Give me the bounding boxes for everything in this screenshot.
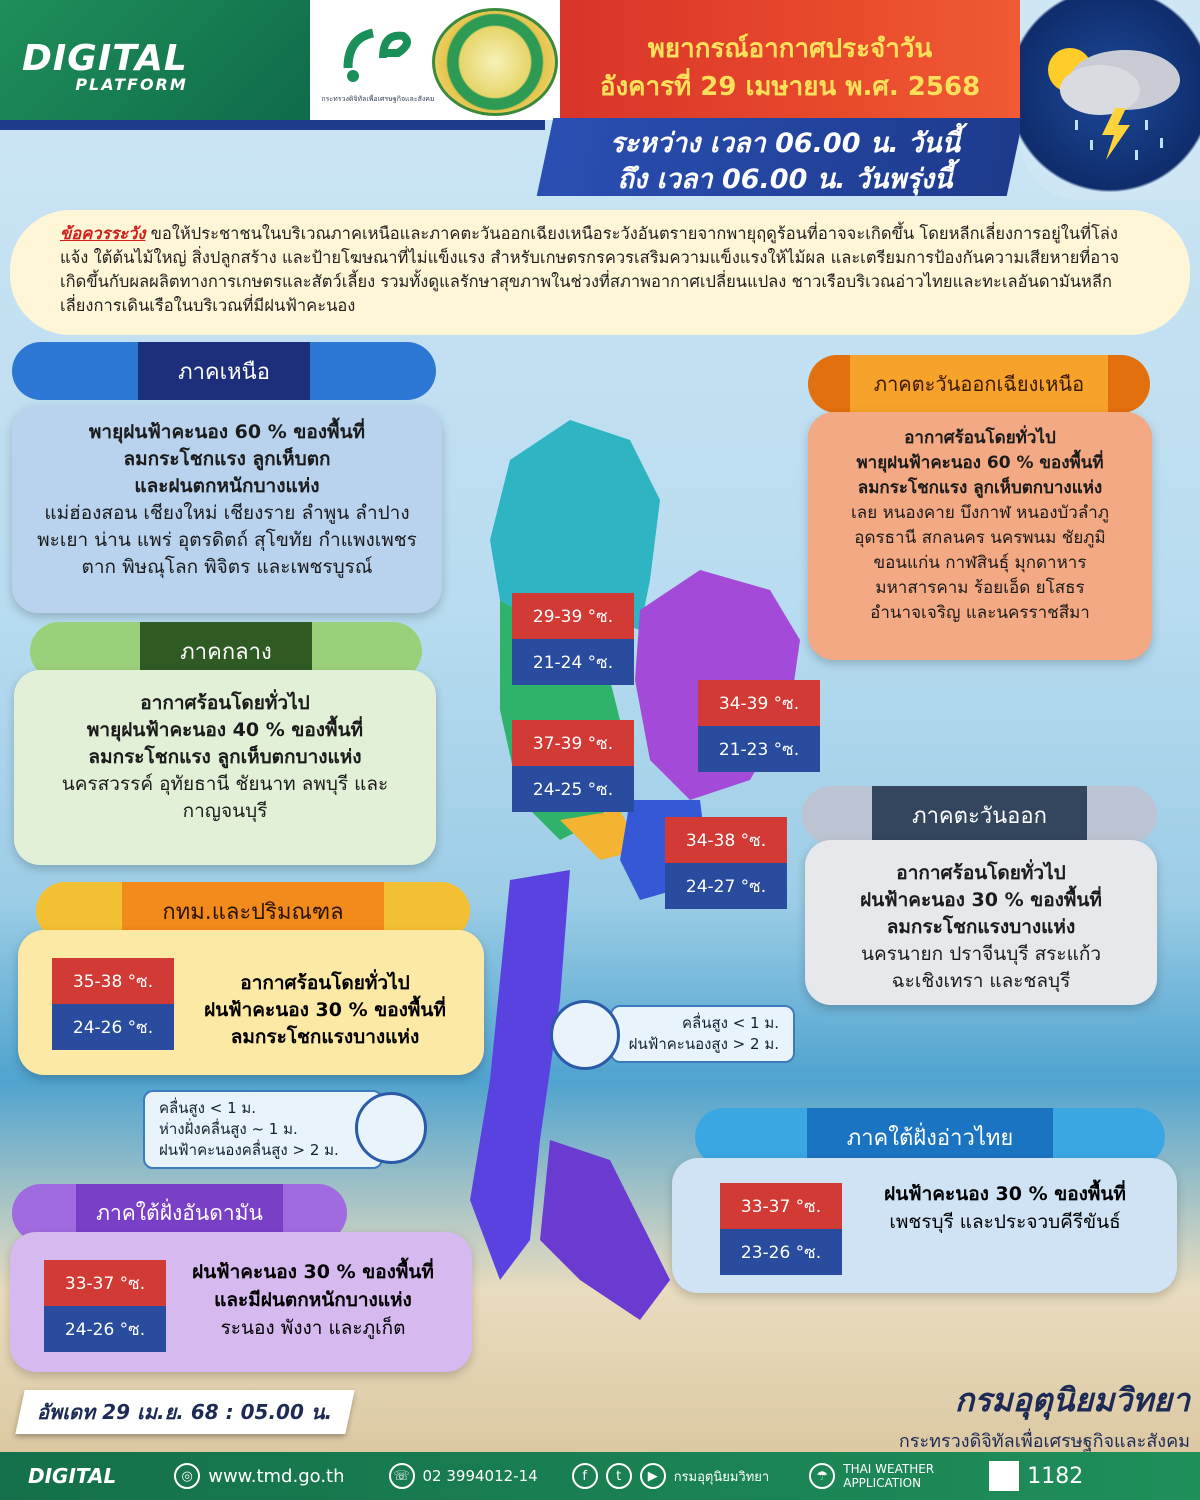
north-temp-low: 21-24 °ซ. (512, 639, 634, 685)
east-temp-low: 24-27 °ซ. (665, 863, 787, 909)
northeast-temp-high: 34-39 °ซ. (698, 680, 820, 726)
ship-icon (550, 1000, 620, 1070)
north-areas: แม่ฮ่องสอน เชียงใหม่ เชียงราย ลำพูน ลำปาง พะเยา น่าน แพร่ อุตรดิตถ์ สุโขทัย กำแพงเพชร ตาก พิษณุโลก พิจิตร และเพชรบูรณ์ (37, 502, 417, 578)
north-line-3: และฝนตกหนักบางแห่ง (134, 475, 320, 497)
social-text: กรมอุตุนิยมวิทยา (673, 1469, 770, 1485)
andaman-sea-conditions (143, 1090, 383, 1169)
bangkok-title: กทม.และปริมณฑล (122, 882, 383, 940)
gulf-line-1: ฝนฟ้าคะนอง 30 % ของพื้นที่ (884, 1183, 1126, 1205)
facebook-icon[interactable]: f (572, 1463, 598, 1489)
north-temp-high: 29-39 °ซ. (512, 593, 634, 639)
andaman-line-1: ฝนฟ้าคะนอง 30 % ของพื้นที่ (192, 1261, 434, 1283)
northeast-temp-low: 21-23 °ซ. (698, 726, 820, 772)
globe-icon: ◎ (174, 1463, 200, 1489)
central-temperature (512, 720, 634, 812)
gulf-wave-line-1: คลื่นสูง < 1 ม. (681, 1014, 779, 1032)
org-name: กรมอุตุนิยมวิทยา (954, 1381, 1190, 1419)
andaman-line-2: และมีฝนตกหนักบางแห่ง (214, 1289, 412, 1311)
header-divider (0, 120, 545, 130)
brand-subtext: PLATFORM (75, 75, 188, 94)
east-temperature (665, 817, 787, 909)
northeast-forecast-box (808, 412, 1152, 660)
bangkok-temperature (52, 958, 174, 1050)
northeast-line-1: อากาศร้อนโดยทั่วไป (904, 428, 1056, 448)
footer-bar (0, 1452, 1200, 1500)
forecast-period (575, 126, 995, 198)
andaman-areas: ระนอง พังงา และภูเก็ต (220, 1317, 406, 1339)
twitter-icon[interactable]: t (606, 1463, 632, 1489)
bangkok-temp-low: 24-26 °ซ. (52, 1004, 174, 1050)
youtube-icon[interactable]: ▶ (640, 1463, 666, 1489)
east-temp-high: 34-38 °ซ. (665, 817, 787, 863)
phone-link[interactable] (389, 1463, 538, 1489)
andaman-temp-low: 24-26 °ซ. (44, 1306, 166, 1352)
gulf-temperature (720, 1183, 842, 1275)
gulf-sea-conditions (610, 1005, 795, 1063)
hotline (989, 1461, 1083, 1491)
andaman-temperature (44, 1260, 166, 1352)
central-title: ภาคกลาง (140, 622, 311, 680)
east-line-3: ลมกระโชกแรงบางแห่ง (886, 916, 1076, 938)
website-link[interactable] (174, 1463, 344, 1489)
app-link[interactable] (809, 1462, 953, 1490)
caution-text: ขอให้ประชาชนในบริเวณภาคเหนือและภาคตะวันออกเฉียงเหนือระวังอันตรายจากพายุฤดูร้อนที่อาจจะเกิดขึ้น โดยหลีกเลี่ยงการอยู่ในที่โล่งแจ้ง ใต้ต้นไม้ใหญ่ สิ่งปลูกสร้าง และป้ายโฆษณาที่ไม่แข็งแรง สำหรับเกษตรกรควรเสริมความแข็งแรงให้ไม้ผล และเตรียมการป้องกันความเสียหายที่อาจเกิดขึ้นกับผลผลิตทางการเกษตรและสัตว์เลี้ยง รวมทั้งดูแลรักษาสุขภาพในช่วงที่สภาพอากาศเปลี่ยนแปลง ชาวเรือบริเวณอ่าวไทยและทะเลอันดามันหลีกเลี่ยงการเดินเรือในบริเวณที่มีฝนฟ้าคะนอง (60, 224, 1120, 315)
de-ministry-logo (338, 18, 418, 88)
caution-label: ข้อควรระวัง (60, 224, 146, 243)
north-title-bar (12, 342, 436, 400)
andaman-wave-line-1: คลื่นสูง < 1 ม. (159, 1099, 257, 1117)
andaman-temp-high: 33-37 °ซ. (44, 1260, 166, 1306)
website-text: www.tmd.go.th (208, 1465, 345, 1487)
central-temp-low: 24-25 °ซ. (512, 766, 634, 812)
ministry-caption: กระทรวงดิจิทัลเพื่อเศรษฐกิจและสังคม (321, 95, 435, 103)
organization-signature (820, 1375, 1190, 1455)
northeast-temperature (698, 680, 820, 772)
north-line-1: พายุฝนฟ้าคะนอง 60 % ของพื้นที่ (88, 421, 366, 443)
central-forecast-box (14, 670, 436, 865)
andaman-title: ภาคใต้ฝั่งอันดามัน (76, 1184, 283, 1242)
phone-icon: ☏ (389, 1463, 415, 1489)
qr-code-icon (989, 1461, 1019, 1491)
northeast-title: ภาคตะวันออกเฉียงเหนือ (850, 355, 1108, 413)
gulf-wave-line-2: ฝนฟ้าคะนองสูง > 2 ม. (628, 1035, 779, 1053)
gulf-forecast-text (860, 1180, 1150, 1236)
north-line-2: ลมกระโชกแรง ลูกเห็บตก (123, 448, 331, 470)
bangkok-line-3: ลมกระโชกแรงบางแห่ง (230, 1026, 420, 1048)
brand-text: DIGITAL (22, 38, 188, 79)
phone-text: 02 3994012-14 (422, 1467, 538, 1485)
andaman-forecast-text (168, 1258, 458, 1342)
east-forecast-box (805, 840, 1157, 1005)
title-line-1: พยากรณ์อากาศประจำวัน (647, 34, 933, 64)
bangkok-line-1: อากาศร้อนโดยทั่วไป (240, 972, 410, 994)
gulf-areas: เพชรบุรี และประจวบคีรีขันธ์ (889, 1211, 1121, 1233)
east-title: ภาคตะวันออก (872, 786, 1087, 844)
app-text: THAI WEATHER APPLICATION (843, 1462, 935, 1490)
north-forecast-box (12, 405, 442, 613)
gulf-temp-low: 23-26 °ซ. (720, 1229, 842, 1275)
east-title-bar (802, 786, 1157, 844)
social-links[interactable] (572, 1463, 770, 1489)
andaman-wave-line-3: ฝนฟ้าคะนองคลื่นสูง > 2 ม. (159, 1141, 339, 1159)
digital-platform-logo (22, 38, 188, 94)
central-line-3: ลมกระโชกแรง ลูกเห็บตกบางแห่ง (88, 746, 362, 768)
bangkok-temp-high: 35-38 °ซ. (52, 958, 174, 1004)
period-line-2: ถึง เวลา 06.00 น. วันพรุ่งนี้ (617, 164, 953, 195)
north-title: ภาคเหนือ (138, 342, 310, 400)
bangkok-line-2: ฝนฟ้าคะนอง 30 % ของพื้นที่ (204, 999, 446, 1021)
andaman-wave-line-2: ห่างฝั่งคลื่นสูง ~ 1 ม. (159, 1120, 298, 1138)
north-temperature (512, 593, 634, 685)
central-temp-high: 37-39 °ซ. (512, 720, 634, 766)
bangkok-forecast-text (180, 970, 470, 1051)
footer-brand-text: DIGITAL (28, 1464, 117, 1488)
central-line-2: พายุฝนฟ้าคะนอง 40 % ของพื้นที่ (86, 719, 364, 741)
page-title (565, 30, 1015, 106)
central-areas: นครสวรรค์ อุทัยธานี ชัยนาท ลพบุรี และกาญจนบุรี (61, 773, 389, 822)
northeast-areas: เลย หนองคาย บึงกาฬ หนองบัวลำภู อุดรธานี สกลนคร นครพนม ชัยภูมิ ขอนแก่น กาฬสินธุ์ มุกดาหาร มหาสารคาม ร้อยเอ็ด ยโสธร อำนาจเจริญ และนครราชสีมา (850, 503, 1109, 623)
east-line-1: อากาศร้อนโดยทั่วไป (896, 862, 1066, 884)
northeast-line-2: พายุฝนฟ้าคะนอง 60 % ของพื้นที่ (856, 453, 1104, 473)
update-time: อัพเดท 29 เม.ย. 68 : 05.00 น. (37, 1400, 333, 1424)
gulf-title: ภาคใต้ฝั่งอ่าวไทย (807, 1108, 1054, 1166)
hotline-number: 1182 (1027, 1463, 1084, 1489)
org-subtitle: กระทรวงดิจิทัลเพื่อเศรษฐกิจและสังคม (898, 1431, 1190, 1452)
caution-notice (10, 210, 1190, 335)
app-icon: ☂ (809, 1463, 835, 1489)
east-line-2: ฝนฟ้าคะนอง 30 % ของพื้นที่ (860, 889, 1102, 911)
gulf-temp-high: 33-37 °ซ. (720, 1183, 842, 1229)
central-line-1: อากาศร้อนโดยทั่วไป (140, 692, 310, 714)
northeast-line-3: ลมกระโชกแรง ลูกเห็บตกบางแห่ง (857, 478, 1103, 498)
tmd-seal-logo (432, 8, 558, 116)
northeast-title-bar (808, 355, 1150, 413)
ship-icon (355, 1092, 427, 1164)
title-line-2: อังคารที่ 29 เมษายน พ.ศ. 2568 (599, 72, 981, 102)
thunderstorm-cloud-icon (1030, 20, 1190, 170)
footer-brand (28, 1464, 116, 1488)
period-line-1: ระหว่าง เวลา 06.00 น. วันนี้ (609, 128, 961, 159)
east-areas: นครนายก ปราจีนบุรี สระแก้ว ฉะเชิงเทรา และชลบุรี (860, 943, 1102, 992)
update-badge (15, 1390, 354, 1434)
